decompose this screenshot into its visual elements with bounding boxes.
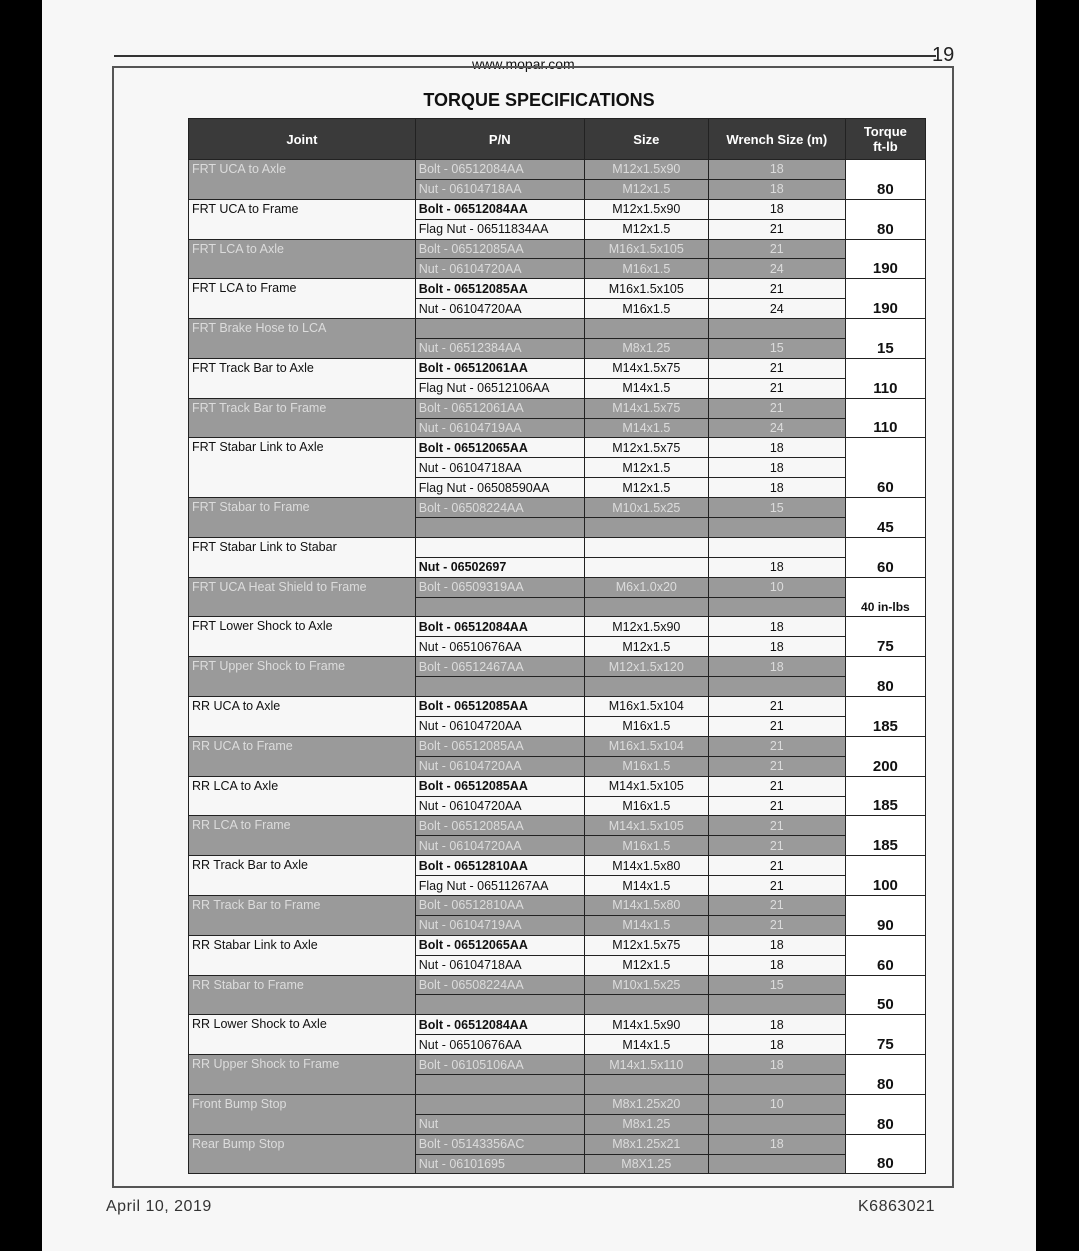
wrench-size-cell: 21 [708,279,845,299]
joint-cell: RR Stabar Link to Axle [189,935,416,975]
size-cell: M10x1.5x25 [584,498,708,518]
part-number-cell: Bolt - 06512467AA [415,657,584,677]
part-number-cell: Bolt - 06105106AA [415,1055,584,1075]
part-number-cell: Bolt - 06512810AA [415,895,584,915]
torque-cell: 60 [845,438,925,498]
table-row [189,279,926,299]
torque-cell: 80 [845,1094,925,1134]
joint-cell: FRT Brake Hose to LCA [189,319,416,359]
table-row [189,1015,926,1035]
joint-cell: FRT Track Bar to Axle [189,358,416,398]
part-number-cell: Bolt - 06509319AA [415,577,584,597]
part-number-cell: Bolt - 06512085AA [415,239,584,259]
wrench-size-cell: 21 [708,697,845,717]
wrench-size-cell: 18 [708,199,845,219]
wrench-size-cell: 10 [708,577,845,597]
size-cell: M14x1.5x105 [584,816,708,836]
part-number-cell: Nut [415,1114,584,1134]
size-cell: M14x1.5x105 [584,776,708,796]
joint-cell: FRT LCA to Axle [189,239,416,279]
size-cell [584,319,708,339]
table-row [189,776,926,796]
wrench-size-cell: 21 [708,796,845,816]
size-cell: M14x1.5x75 [584,358,708,378]
size-cell: M14x1.5x80 [584,856,708,876]
wrench-size-cell: 21 [708,836,845,856]
part-number-cell: Nut - 06104720AA [415,836,584,856]
joint-cell: RR Track Bar to Frame [189,895,416,935]
wrench-size-cell: 21 [708,716,845,736]
torque-cell: 80 [845,1134,925,1174]
part-number-cell [415,1094,584,1114]
joint-cell: FRT LCA to Frame [189,279,416,319]
wrench-size-cell [708,1074,845,1094]
size-cell: M12x1.5 [584,458,708,478]
wrench-size-cell: 18 [708,657,845,677]
wrench-size-cell [708,518,845,538]
joint-cell: RR Upper Shock to Frame [189,1055,416,1095]
part-number-cell: Flag Nut - 06511267AA [415,876,584,896]
wrench-size-cell [708,1154,845,1174]
column-header-pn: P/N [415,119,584,160]
size-cell: M8x1.25x21 [584,1134,708,1154]
wrench-size-cell: 21 [708,358,845,378]
torque-cell: 75 [845,617,925,657]
table-row [189,577,926,597]
size-cell: M16x1.5 [584,716,708,736]
header-url: www.mopar.com [472,56,575,72]
size-cell: M6x1.0x20 [584,577,708,597]
torque-cell: 80 [845,160,925,200]
torque-cell: 185 [845,776,925,816]
footer-doc-id: K6863021 [858,1198,935,1215]
size-cell [584,1074,708,1094]
part-number-cell: Bolt - 06512085AA [415,816,584,836]
size-cell: M14x1.5x90 [584,1015,708,1035]
size-cell: M16x1.5 [584,259,708,279]
part-number-cell [415,1074,584,1094]
wrench-size-cell: 18 [708,1055,845,1075]
wrench-size-cell: 21 [708,378,845,398]
size-cell: M8x1.25x20 [584,1094,708,1114]
wrench-size-cell: 21 [708,219,845,239]
size-cell [584,677,708,697]
part-number-cell [415,677,584,697]
part-number-cell: Nut - 06512384AA [415,339,584,359]
torque-cell: 50 [845,975,925,1015]
joint-cell: FRT UCA to Axle [189,160,416,200]
table-row [189,160,926,180]
part-number-cell: Bolt - 06512085AA [415,736,584,756]
size-cell: M14x1.5x75 [584,398,708,418]
size-cell: M16x1.5 [584,299,708,319]
size-cell: M14x1.5x80 [584,895,708,915]
wrench-size-cell: 15 [708,339,845,359]
column-header-torque [845,119,925,160]
table-row [189,319,926,339]
wrench-size-cell [708,537,845,557]
wrench-size-cell: 18 [708,1015,845,1035]
torque-header-line1: Torque [863,124,907,139]
wrench-size-cell [708,1114,845,1134]
torque-cell: 60 [845,935,925,975]
part-number-cell: Nut - 06104720AA [415,716,584,736]
size-cell: M14x1.5 [584,876,708,896]
table-row [189,498,926,518]
column-header-wrench: Wrench Size (m) [708,119,845,160]
part-number-cell: Nut - 06104720AA [415,299,584,319]
part-number-cell: Bolt - 06512065AA [415,438,584,458]
part-number-cell: Bolt - 06512065AA [415,935,584,955]
size-cell: M14x1.5 [584,915,708,935]
size-cell: M12x1.5x90 [584,199,708,219]
table-row [189,438,926,458]
wrench-size-cell: 21 [708,736,845,756]
table-row [189,856,926,876]
joint-cell: FRT Upper Shock to Frame [189,657,416,697]
wrench-size-cell: 18 [708,617,845,637]
part-number-cell: Nut - 06101695 [415,1154,584,1174]
size-cell: M8x1.25 [584,339,708,359]
table-row [189,1055,926,1075]
size-cell: M12x1.5 [584,637,708,657]
joint-cell: Front Bump Stop [189,1094,416,1134]
size-cell: M8X1.25 [584,1154,708,1174]
joint-cell: FRT Lower Shock to Axle [189,617,416,657]
part-number-cell: Bolt - 06508224AA [415,975,584,995]
torque-cell: 190 [845,239,925,279]
size-cell: M12x1.5 [584,219,708,239]
table-row [189,697,926,717]
wrench-size-cell [708,995,845,1015]
part-number-cell [415,537,584,557]
wrench-size-cell: 18 [708,637,845,657]
part-number-cell: Bolt - 06512084AA [415,1015,584,1035]
torque-cell: 80 [845,1055,925,1095]
part-number-cell: Bolt - 05143356AC [415,1134,584,1154]
document-page [42,0,1036,1251]
torque-cell: 80 [845,199,925,239]
size-cell: M14x1.5 [584,378,708,398]
wrench-size-cell: 18 [708,179,845,199]
table-row [189,935,926,955]
part-number-cell: Nut - 06104719AA [415,418,584,438]
size-cell: M16x1.5x105 [584,239,708,259]
joint-cell: FRT Track Bar to Frame [189,398,416,438]
part-number-cell: Flag Nut - 06508590AA [415,478,584,498]
table-row [189,199,926,219]
part-number-cell: Bolt - 06512085AA [415,776,584,796]
wrench-size-cell: 10 [708,1094,845,1114]
page-number: 19 [932,44,955,66]
part-number-cell: Nut - 06104720AA [415,756,584,776]
size-cell: M12x1.5x90 [584,160,708,180]
table-header-row [189,119,926,160]
joint-cell: RR Lower Shock to Axle [189,1015,416,1055]
joint-cell: FRT Stabar to Frame [189,498,416,538]
joint-cell: Rear Bump Stop [189,1134,416,1174]
column-header-size: Size [584,119,708,160]
size-cell [584,597,708,617]
table-row [189,617,926,637]
wrench-size-cell: 15 [708,975,845,995]
torque-cell: 100 [845,856,925,896]
wrench-size-cell: 21 [708,895,845,915]
wrench-size-cell: 21 [708,756,845,776]
table-row [189,736,926,756]
part-number-cell: Bolt - 06512061AA [415,358,584,378]
joint-cell: FRT Stabar Link to Axle [189,438,416,498]
size-cell: M14x1.5x110 [584,1055,708,1075]
table-row [189,657,926,677]
table-row [189,239,926,259]
part-number-cell: Bolt - 06512085AA [415,697,584,717]
joint-cell: RR LCA to Axle [189,776,416,816]
torque-cell: 60 [845,537,925,577]
size-cell: M10x1.5x25 [584,975,708,995]
size-cell: M16x1.5 [584,836,708,856]
torque-cell: 80 [845,657,925,697]
part-number-cell: Bolt - 06508224AA [415,498,584,518]
size-cell: M12x1.5 [584,179,708,199]
torque-cell: 15 [845,319,925,359]
torque-cell: 185 [845,697,925,737]
part-number-cell: Bolt - 06512061AA [415,398,584,418]
torque-spec-table [188,118,926,1174]
part-number-cell [415,319,584,339]
wrench-size-cell [708,319,845,339]
table-row [189,537,926,557]
joint-cell: RR Track Bar to Axle [189,856,416,896]
table-row [189,398,926,418]
wrench-size-cell: 24 [708,259,845,279]
torque-cell: 185 [845,816,925,856]
size-cell: M14x1.5 [584,418,708,438]
wrench-size-cell: 21 [708,398,845,418]
torque-cell: 110 [845,398,925,438]
wrench-size-cell [708,597,845,617]
table-row [189,816,926,836]
wrench-size-cell: 18 [708,458,845,478]
size-cell: M12x1.5x120 [584,657,708,677]
size-cell [584,537,708,557]
torque-header-line2: ft-lb [873,139,898,154]
table-row [189,358,926,378]
footer-date: April 10, 2019 [106,1198,212,1215]
size-cell: M16x1.5 [584,756,708,776]
part-number-cell: Nut - 06502697 [415,557,584,577]
wrench-size-cell: 24 [708,418,845,438]
joint-cell: FRT UCA to Frame [189,199,416,239]
torque-cell: 40 in-lbs [845,577,925,617]
part-number-cell: Nut - 06510676AA [415,1035,584,1055]
torque-cell: 90 [845,895,925,935]
torque-cell: 200 [845,736,925,776]
size-cell: M14x1.5 [584,1035,708,1055]
size-cell: M16x1.5 [584,796,708,816]
torque-cell: 110 [845,358,925,398]
table-row [189,975,926,995]
size-cell: M12x1.5 [584,478,708,498]
wrench-size-cell: 18 [708,478,845,498]
part-number-cell [415,597,584,617]
part-number-cell: Bolt - 06512084AA [415,617,584,637]
part-number-cell: Nut - 06104719AA [415,915,584,935]
wrench-size-cell: 24 [708,299,845,319]
part-number-cell: Nut - 06104720AA [415,796,584,816]
wrench-size-cell: 21 [708,816,845,836]
wrench-size-cell: 18 [708,160,845,180]
part-number-cell [415,995,584,1015]
size-cell [584,557,708,577]
joint-cell: FRT Stabar Link to Stabar [189,537,416,577]
wrench-size-cell: 21 [708,776,845,796]
wrench-size-cell: 18 [708,935,845,955]
page-title: TORQUE SPECIFICATIONS [423,90,655,110]
wrench-size-cell: 18 [708,955,845,975]
joint-cell: FRT UCA Heat Shield to Frame [189,577,416,617]
wrench-size-cell: 18 [708,1134,845,1154]
joint-cell: RR LCA to Frame [189,816,416,856]
table-row [189,1094,926,1114]
part-number-cell: Nut - 06510676AA [415,637,584,657]
size-cell: M12x1.5x75 [584,935,708,955]
part-number-cell: Flag Nut - 06512106AA [415,378,584,398]
wrench-size-cell: 21 [708,239,845,259]
part-number-cell: Nut - 06104718AA [415,179,584,199]
size-cell [584,518,708,538]
wrench-size-cell [708,677,845,697]
part-number-cell: Bolt - 06512810AA [415,856,584,876]
torque-cell: 190 [845,279,925,319]
wrench-size-cell: 21 [708,915,845,935]
part-number-cell: Bolt - 06512084AA [415,160,584,180]
wrench-size-cell: 18 [708,438,845,458]
size-cell: M16x1.5x105 [584,279,708,299]
wrench-size-cell: 18 [708,1035,845,1055]
size-cell: M8x1.25 [584,1114,708,1134]
joint-cell: RR Stabar to Frame [189,975,416,1015]
wrench-size-cell: 15 [708,498,845,518]
part-number-cell: Bolt - 06512085AA [415,279,584,299]
part-number-cell: Flag Nut - 06511834AA [415,219,584,239]
size-cell: M16x1.5x104 [584,736,708,756]
table-body [189,160,926,1174]
part-number-cell [415,518,584,538]
size-cell: M12x1.5 [584,955,708,975]
size-cell: M12x1.5x90 [584,617,708,637]
part-number-cell: Nut - 06104718AA [415,458,584,478]
wrench-size-cell: 21 [708,876,845,896]
size-cell [584,995,708,1015]
joint-cell: RR UCA to Axle [189,697,416,737]
torque-cell: 45 [845,498,925,538]
column-header-joint: Joint [189,119,416,160]
size-cell: M16x1.5x104 [584,697,708,717]
part-number-cell: Bolt - 06512084AA [415,199,584,219]
table-row [189,895,926,915]
table-row [189,1134,926,1154]
wrench-size-cell: 21 [708,856,845,876]
joint-cell: RR UCA to Frame [189,736,416,776]
size-cell: M12x1.5x75 [584,438,708,458]
wrench-size-cell: 18 [708,557,845,577]
part-number-cell: Nut - 06104720AA [415,259,584,279]
torque-cell: 75 [845,1015,925,1055]
part-number-cell: Nut - 06104718AA [415,955,584,975]
